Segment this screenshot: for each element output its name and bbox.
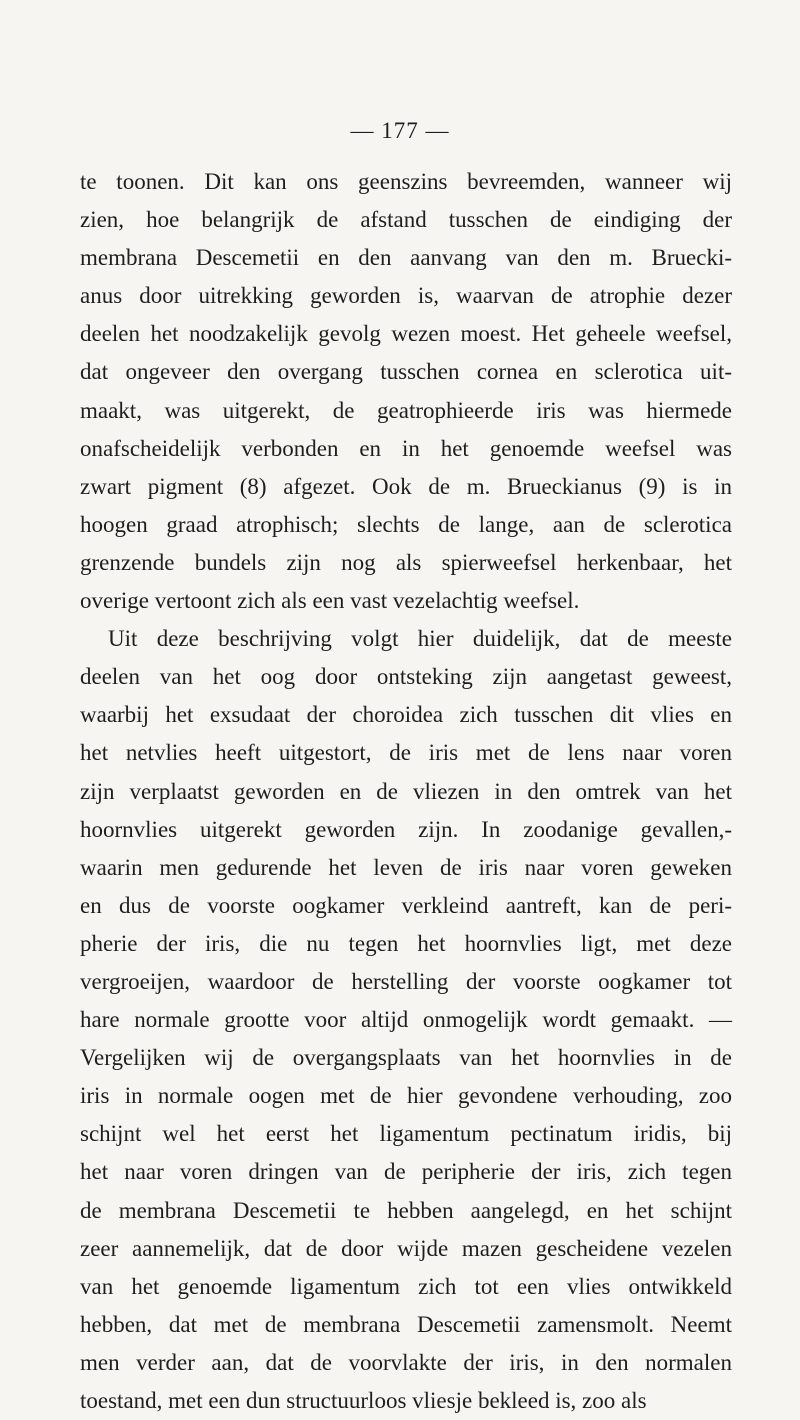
text-line: maakt, was uitgerekt, de geatrophieerde iris was hiermede (80, 397, 732, 423)
text-line: zien, hoe belangrijk de afstand tusschen de eindiging der (80, 207, 732, 233)
text-line: zijn verplaatst geworden en de vliezen in den omtrek van het (80, 778, 732, 804)
text-line: hoogen graad atrophisch; slechts de lange, aan de sclerotica (80, 511, 732, 537)
text-line: van het genoemde ligamentum zich tot een vlies ontwikkeld (80, 1273, 732, 1299)
text-line: toestand, met een dun structuurloos vliesje bekleed is, zoo als (80, 1388, 647, 1413)
text-line: het naar voren dringen van de peripherie der iris, zich tegen (80, 1159, 732, 1185)
text-line: de membrana Descemetii te hebben aangelegd, en het schijnt (80, 1197, 732, 1223)
text-line: Vergelijken wij de overgangsplaats van het hoornvlies in de (80, 1045, 732, 1071)
text-line: hebben, dat met de membrana Descemetii zamensmolt. Neemt (80, 1311, 732, 1337)
text-line: hare normale grootte voor altijd onmogelijk wordt gemaakt. — (80, 1007, 732, 1033)
text-line: men verder aan, dat de voorvlakte der iris, in den normalen (80, 1349, 732, 1375)
text-line: waarbij het exsudaat der choroidea zich tusschen dit vlies en (80, 702, 732, 728)
text-line: te toonen. Dit kan ons geenszins bevreemden, wanneer wij (80, 169, 732, 194)
text-line: pherie der iris, die nu tegen het hoornvlies ligt, met deze (80, 930, 732, 956)
text-line: anus door uitrekking geworden is, waarvan de atrophie dezer (80, 283, 732, 309)
text-line: hoornvlies uitgerekt geworden zijn. In zoodanige gevallen,- (80, 816, 732, 842)
text-line: grenzende bundels zijn nog als spierweefsel herkenbaar, het (80, 549, 732, 575)
text-line: waarin men gedurende het leven de iris naar voren geweken (80, 854, 732, 880)
body-text (80, 163, 732, 1420)
text-line: deelen van het oog door ontsteking zijn aangetast geweest, (80, 664, 732, 690)
text-line: dat ongeveer den overgang tusschen cornea en sclerotica uit- (80, 359, 732, 385)
text-line: onafscheidelijk verbonden en in het genoemde weefsel was (80, 435, 732, 461)
text-line: en dus de voorste oogkamer verkleind aantreft, kan de peri- (80, 892, 732, 918)
paragraph-first-line: Uit deze beschrijving volgt hier duidelijk, dat de meeste (108, 626, 732, 652)
text-line: zeer aannemelijk, dat de door wijde mazen gescheidene vezelen (80, 1235, 732, 1261)
text-line: vergroeijen, waardoor de herstelling der voorste oogkamer tot (80, 968, 732, 994)
text-line: het netvlies heeft uitgestort, de iris met de lens naar voren (80, 740, 732, 766)
paragraph-last-line: overige vertoont zich als een vast vezelachtig weefsel. (80, 588, 580, 614)
text-line: iris in normale oogen met de hier gevondene verhouding, zoo (80, 1083, 732, 1109)
text-line: membrana Descemetii en den aanvang van den m. Bruecki- (80, 245, 732, 271)
text-line: schijnt wel het eerst het ligamentum pectinatum iridis, bij (80, 1121, 732, 1147)
page-number: — 177 — (350, 118, 450, 143)
text-line: zwart pigment (8) afgezet. Ook de m. Brueckianus (9) is in (80, 473, 732, 499)
text-line: deelen het noodzakelijk gevolg wezen moest. Het geheele weefsel, (80, 321, 732, 347)
